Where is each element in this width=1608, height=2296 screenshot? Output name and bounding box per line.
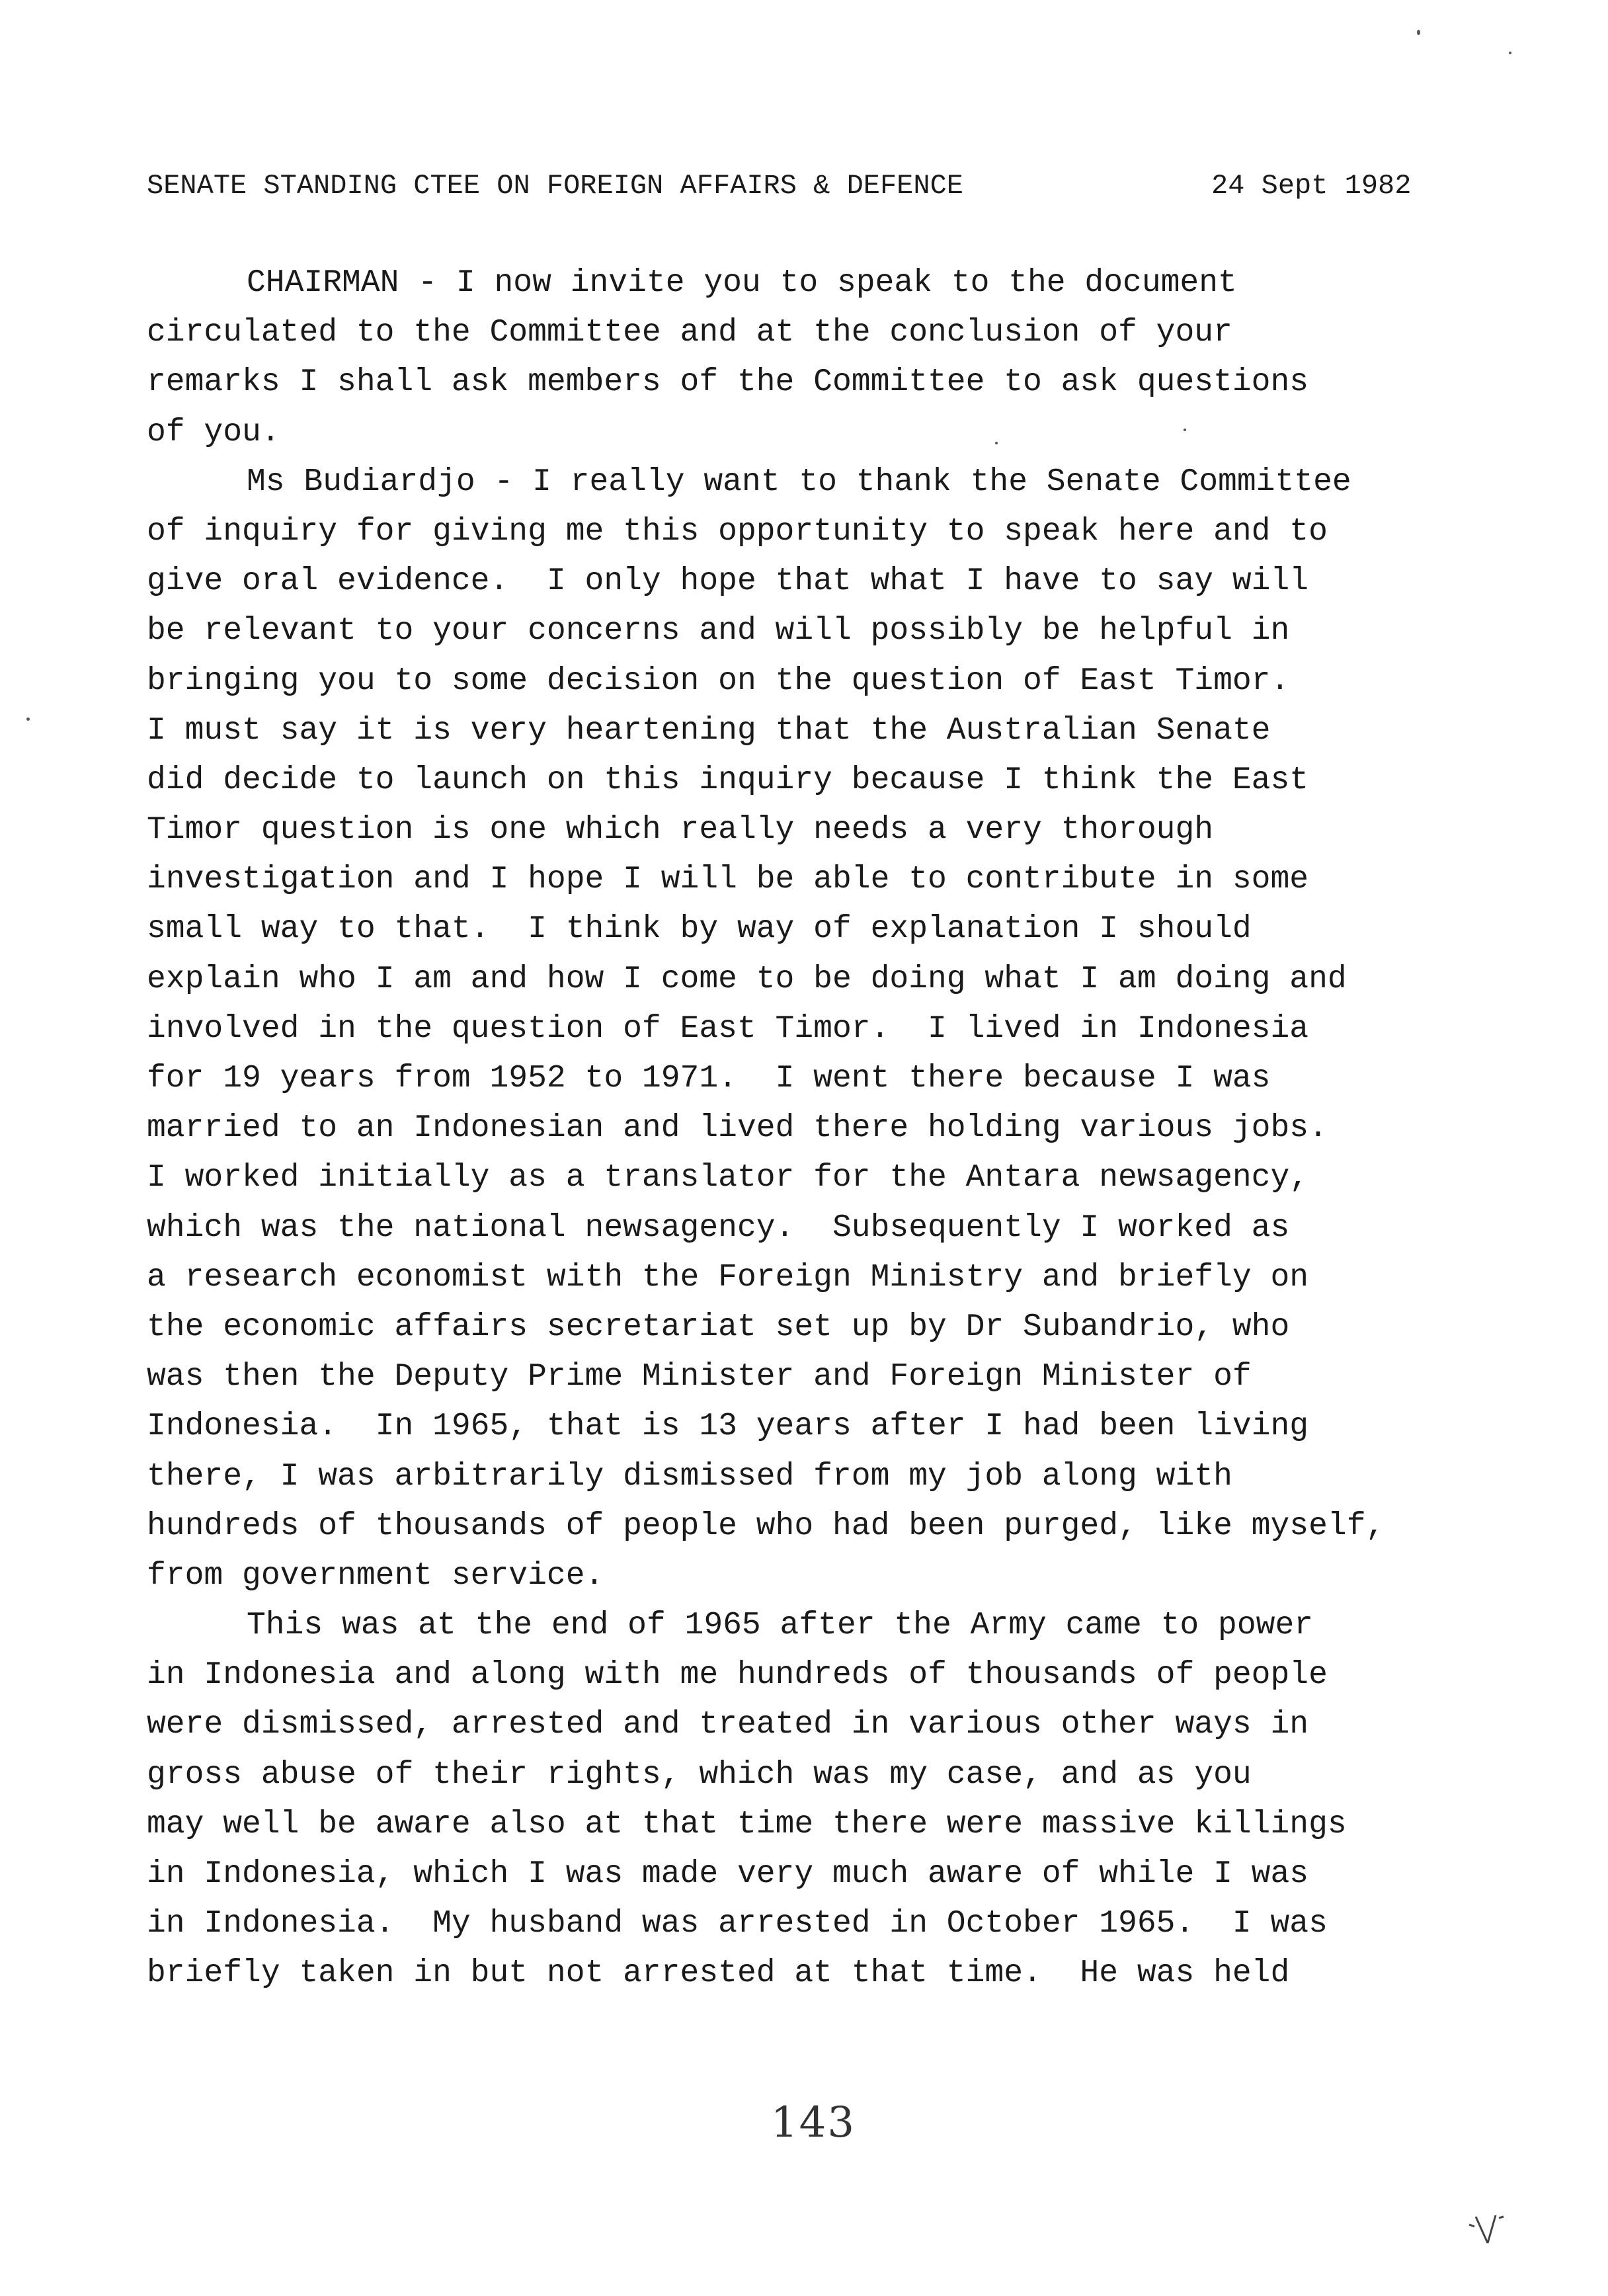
text-line: gross abuse of their rights, which was my case, and as you	[147, 1756, 1252, 1793]
text-line: remarks I shall ask members of the Committee to ask questions	[147, 364, 1309, 401]
text-line: was then the Deputy Prime Minister and Foreign Minister of	[147, 1359, 1252, 1395]
scan-mark	[1463, 2203, 1509, 2250]
text-line: were dismissed, arrested and treated in various other ways in	[147, 1707, 1309, 1743]
scan-speck	[1417, 30, 1420, 35]
text-line: I must say it is very heartening that the Australian Senate	[147, 712, 1271, 749]
text-line: give oral evidence. I only hope that what I have to say will	[147, 563, 1309, 600]
text-line: circulated to the Committee and at the conclusion of your	[147, 315, 1232, 351]
text-line: Timor question is one which really needs a very thorough	[147, 812, 1214, 848]
text-line: in Indonesia, which I was made very much aware of while I was	[147, 1856, 1309, 1892]
text-line: bringing you to some decision on the question of East Timor.	[147, 663, 1290, 699]
committee-title: SENATE STANDING CTEE ON FOREIGN AFFAIRS & DEFENCE	[147, 170, 964, 202]
text-line: hundreds of thousands of people who had been purged, like myself,	[147, 1508, 1385, 1544]
hearing-date: 24 Sept 1982	[1211, 170, 1412, 202]
scan-speck	[26, 718, 30, 721]
text-line: small way to that. I think by way of explanation I should	[147, 911, 1252, 948]
text-line: there, I was arbitrarily dismissed from my job along with	[147, 1458, 1232, 1495]
text-line: CHAIRMAN - I now invite you to speak to the document	[247, 265, 1237, 301]
text-line: which was the national newsagency. Subsequently I worked as	[147, 1210, 1290, 1246]
text-line: for 19 years from 1952 to 1971. I went there because I was	[147, 1061, 1271, 1096]
text-line: of inquiry for giving me this opportunity to speak here and to	[147, 513, 1328, 550]
text-line: may well be aware also at that time there were massive killings	[147, 1806, 1347, 1842]
transcript-body	[147, 259, 1496, 1999]
text-line: from government service.	[147, 1557, 604, 1594]
scan-speck	[1184, 429, 1186, 431]
text-line: explain who I am and how I come to be doing what I am doing and	[147, 961, 1347, 997]
text-line: involved in the question of East Timor. I lived in Indonesia	[147, 1010, 1309, 1047]
text-line: Ms Budiardjo - I really want to thank the Senate Committee	[247, 464, 1351, 500]
text-line: in Indonesia. My husband was arrested in October 1965. I was	[147, 1906, 1328, 1942]
text-line: investigation and I hope I will be able to contribute in some	[147, 862, 1309, 898]
text-line: Indonesia. In 1965, that is 13 years after I had been living	[147, 1409, 1309, 1445]
text-line: briefly taken in but not arrested at that time. He was held	[147, 1955, 1290, 1992]
scan-speck	[995, 442, 998, 444]
text-line: be relevant to your concerns and will possibly be helpful in	[147, 613, 1290, 649]
text-line: This was at the end of 1965 after the Army came to power	[247, 1608, 1314, 1644]
page-header	[147, 163, 1456, 209]
scan-speck	[1509, 52, 1511, 54]
text-line: a research economist with the Foreign Ministry and briefly on	[147, 1259, 1309, 1295]
text-line: I worked initially as a translator for the Antara newsagency,	[147, 1160, 1309, 1196]
text-line: in Indonesia and along with me hundreds of thousands of people	[147, 1657, 1328, 1694]
text-line: of you.	[147, 414, 280, 450]
text-line: the economic affairs secretariat set up by Dr Subandrio, who	[147, 1309, 1290, 1345]
text-line: did decide to launch on this inquiry because I think the East	[147, 762, 1309, 798]
text-line: married to an Indonesian and lived there holding various jobs.	[147, 1110, 1328, 1147]
page-number: 143	[770, 2098, 856, 2147]
